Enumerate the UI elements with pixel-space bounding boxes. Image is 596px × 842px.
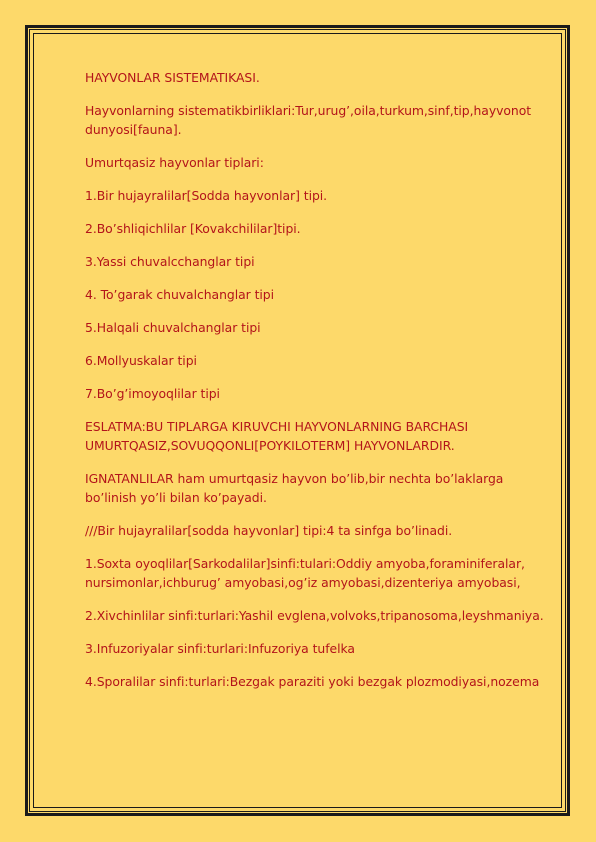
list-item-type-1: 1.Bir hujayralilar[Sodda hayvonlar] tipi. xyxy=(85,188,328,203)
list-item-type-3: 3.Yassi chuvalcchanglar tipi xyxy=(85,254,255,269)
paragraph-protozoa-classes: ///Bir hujayralilar[sodda hayvonlar] tipi:4 ta sinfga bo’linadi. xyxy=(85,523,453,538)
note-paragraph: ESLATMA:BU TIPLARGA KIRUVCHI HAYVONLARNING BARCHASI UMURTQASIZ,SOVUQQONLI[POYKILOTERM] HAYVONLARDIR. xyxy=(85,419,469,453)
list-item-type-6: 6.Mollyuskalar tipi xyxy=(85,353,197,368)
list-item-class-2: 2.Xivchinlilar sinfi:turlari:Yashil evglena,volvoks,tripanosoma,leyshmaniya. xyxy=(85,608,544,623)
document-title: HAYVONLAR SISTEMATIKASI. xyxy=(85,70,260,85)
paragraph-echinoderms: IGNATANLILAR ham umurtqasiz hayvon bo’lib,bir nechta bo’laklarga bo’linish yo’li bilan ko’payadi. xyxy=(85,471,504,505)
document-body xyxy=(85,68,555,705)
paragraph-invertebrate-types-heading: Umurtqasiz hayvonlar tiplari: xyxy=(85,155,264,170)
list-item-type-4: 4. To’garak chuvalchanglar tipi xyxy=(85,287,274,302)
list-item-class-1: 1.Soxta oyoqlilar[Sarkodalilar]sinfi:tulari:Oddiy amyoba,foraminiferalar, nursimonlar,ichburug’ amyobasi,og’iz amyobasi,dizenteriya amyobasi, xyxy=(85,556,525,590)
list-item-type-2: 2.Bo’shliqichlilar [Kovakchililar]tipi. xyxy=(85,221,301,236)
list-item-class-3: 3.Infuzoriyalar sinfi:turlari:Infuzoriya tufelka xyxy=(85,641,355,656)
paragraph-taxonomy-units: Hayvonlarning sistematikbirliklari:Tur,urug’,oila,turkum,sinf,tip,hayvonot dunyosi[fauna]. xyxy=(85,103,532,137)
list-item-class-4: 4.Sporalilar sinfi:turlari:Bezgak paraziti yoki bezgak plozmodiyasi,nozema xyxy=(85,674,540,689)
list-item-type-5: 5.Halqali chuvalchanglar tipi xyxy=(85,320,261,335)
list-item-type-7: 7.Bo’g’imoyoqlilar tipi xyxy=(85,386,220,401)
